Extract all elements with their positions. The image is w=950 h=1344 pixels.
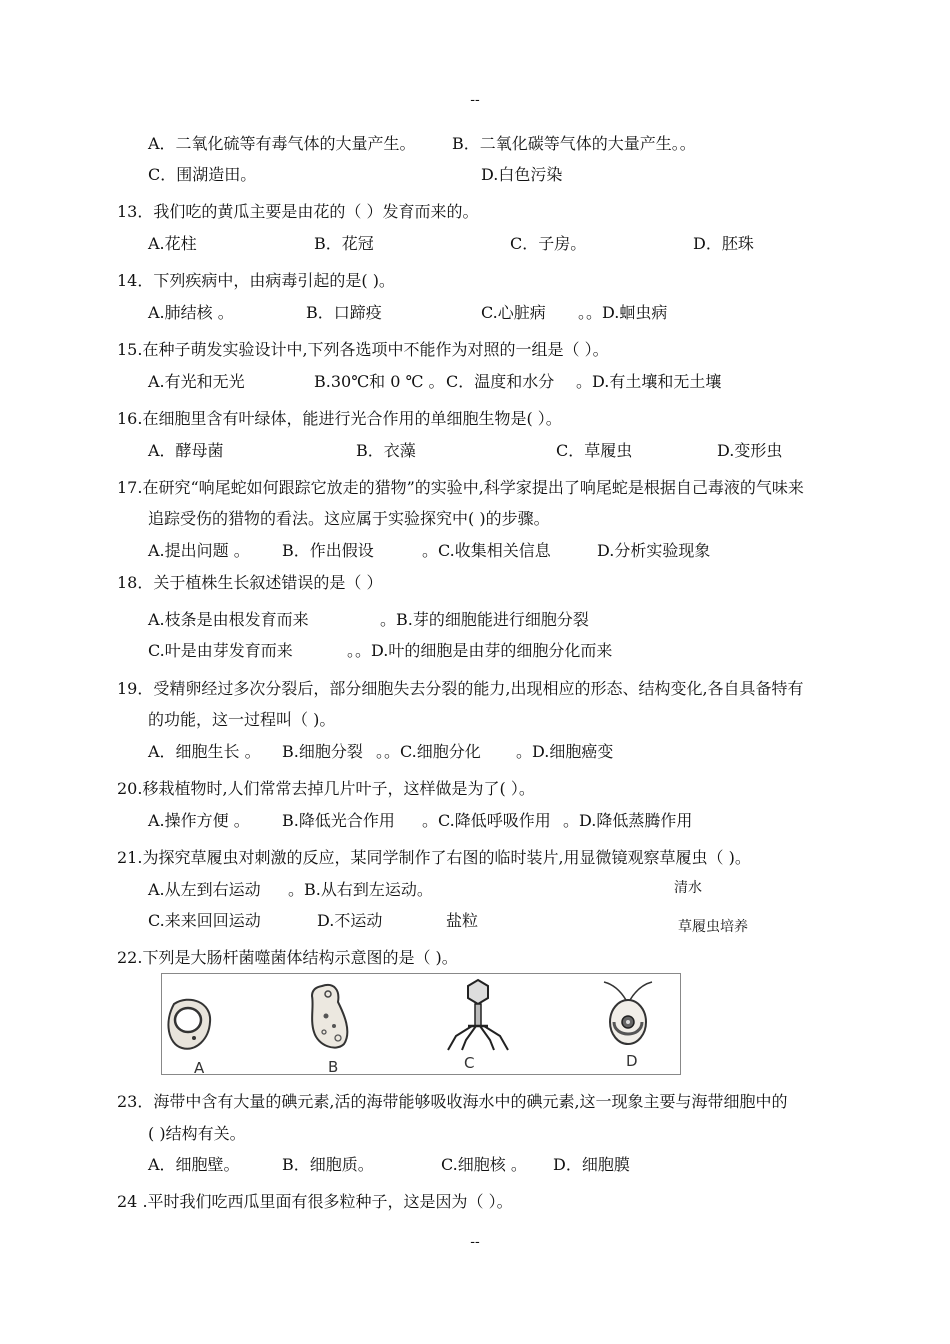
q19-option-b: B.细胞分裂 — [282, 742, 363, 761]
q19-stem-line2: 的功能，这一过程叫（ )。 — [148, 710, 336, 729]
q17-stem-line2: 追踪受伤的猎物的看法。这应属于实验探究中( )的步骤。 — [148, 509, 550, 528]
q23-option-a: A．细胞壁。 — [148, 1155, 240, 1174]
q13-option-c: C．子房。 — [510, 234, 587, 253]
q22-stem: 22.下列是大肠杆菌噬菌体结构示意图的是（ )。 — [117, 948, 458, 967]
q23-stem-line1: 23．海带中含有大量的碘元素,活的海带能够吸收海水中的碘元素,这一现象主要与海带细胞中的 — [117, 1092, 788, 1111]
q14-option-c: C.心脏病 — [481, 303, 546, 322]
q16-stem: 16.在细胞里含有叶绿体，能进行光合作用的单细胞生物是( ）。 — [117, 409, 562, 428]
q12-option-d: D.白色污染 — [481, 165, 563, 184]
q19-option-a: A．细胞生长 。 — [148, 742, 261, 761]
q15-option-b: B.30℃和 0 ℃ 。 — [314, 372, 445, 391]
q21-option-a: A.从左到右运动 — [148, 880, 261, 899]
q23-stem-line2: ( )结构有关。 — [148, 1124, 246, 1143]
q15-option-d: 。D.有土壤和无土壤 — [576, 372, 722, 391]
q17-stem-line1: 17.在研究“响尾蛇如何跟踪它放走的猎物”的实验中,科学家提出了响尾蛇是根据自己毒液的气味来 — [117, 478, 804, 497]
q21-option-c: C.来来回回运动 — [148, 911, 261, 930]
q24-stem: 24 .平时我们吃西瓜里面有很多粒种子，这是因为（ ）。 — [117, 1192, 513, 1211]
q19-stem-line1: 19．受精卵经过多次分裂后，部分细胞失去分裂的能力,出现相应的形态、结构变化,各自具备特有 — [117, 679, 804, 698]
q17-option-d: D.分析实验现象 — [597, 541, 711, 560]
q17-option-c: 。C.收集相关信息 — [422, 541, 551, 560]
bacteriophage-c-image — [438, 976, 518, 1052]
q13-option-a: A.花柱 — [148, 234, 197, 253]
q21-stem: 21.为探究草履虫对刺激的反应，某同学制作了右图的临时装片,用显微镜观察草履虫（ )。 — [117, 848, 751, 867]
q23-option-c: C.细胞核 。 — [441, 1155, 527, 1174]
q12-option-b: B．二氧化碳等气体的大量产生。。 — [452, 134, 696, 153]
q14-option-a: A.肺结核 。 — [148, 303, 234, 322]
page-footer: -- — [470, 1234, 480, 1250]
q19-option-c: 。。C.细胞分化 — [376, 742, 481, 761]
q21-fig-culture-label: 草履虫培养 — [678, 919, 748, 935]
q18-stem: 18．关于植株生长叙述错误的是（ ） — [117, 573, 383, 592]
q13-option-d: D．胚珠 — [693, 234, 754, 253]
q21-fig-salt-label: 盐粒 — [446, 911, 479, 930]
q20-option-b: B.降低光合作用 — [282, 811, 395, 830]
q22-figure — [161, 973, 681, 1075]
q20-option-d: 。D.降低蒸腾作用 — [563, 811, 693, 830]
q13-option-b: B．花冠 — [314, 234, 374, 253]
figure-label-c: C — [464, 1054, 475, 1072]
q21-option-b: 。B.从右到左运动。 — [288, 880, 433, 899]
q23-option-b: B．细胞质。 — [282, 1155, 374, 1174]
q18-option-b: 。B.芽的细胞能进行细胞分裂 — [380, 610, 589, 629]
q15-stem: 15.在种子萌发实验设计中,下列各选项中不能作为对照的一组是（ ）。 — [117, 340, 609, 359]
q13-stem: 13．我们吃的黄瓜主要是由花的（ ）发育而来的。 — [117, 202, 479, 221]
q18-option-c: C.叶是由芽发育而来 — [148, 641, 293, 660]
q21-fig-water-label: 清水 — [674, 880, 702, 896]
q16-option-c: C．草履虫 — [556, 441, 633, 460]
q15-option-c: C．温度和水分 — [446, 372, 555, 391]
q19-option-d: 。D.细胞癌变 — [516, 742, 614, 761]
q14-stem: 14．下列疾病中，由病毒引起的是( )。 — [117, 271, 395, 290]
q17-option-b: B．作出假设 — [282, 541, 374, 560]
page-header: -- — [470, 92, 480, 108]
q16-option-b: B．衣藻 — [356, 441, 416, 460]
q16-option-a: A．酵母菌 — [148, 441, 224, 460]
q23-option-d: D．细胞膜 — [553, 1155, 630, 1174]
figure-label-a: A — [194, 1059, 205, 1077]
q16-option-d: D.变形虫 — [717, 441, 783, 460]
q21-option-d: D.不运动 — [317, 911, 383, 930]
q20-option-c: 。C.降低呼吸作用 — [422, 811, 551, 830]
q17-option-a: A.提出问题 。 — [148, 541, 250, 560]
q20-stem: 20.移栽植物时,人们常常去掉几片叶子，这样做是为了( ）。 — [117, 779, 535, 798]
figure-label-d: D — [626, 1052, 638, 1070]
q14-option-d: 。。D.蛔虫病 — [578, 303, 668, 322]
q12-option-c: C．围湖造田。 — [148, 165, 257, 184]
q14-option-b: B．口蹄疫 — [306, 303, 382, 322]
q12-option-a: A．二氧化硫等有毒气体的大量产生。 — [148, 134, 416, 153]
q20-option-a: A.操作方便 。 — [148, 811, 250, 830]
q18-option-a: A.枝条是由根发育而来 — [148, 610, 309, 629]
q15-option-a: A.有光和无光 — [148, 372, 245, 391]
chlamydomonas-d-image — [598, 978, 658, 1052]
cell-a-image — [164, 994, 216, 1054]
figure-label-b: B — [328, 1058, 339, 1076]
q18-option-d: 。。D.叶的细胞是由芽的细胞分化而来 — [347, 641, 613, 660]
paramecium-b-image — [300, 980, 356, 1052]
